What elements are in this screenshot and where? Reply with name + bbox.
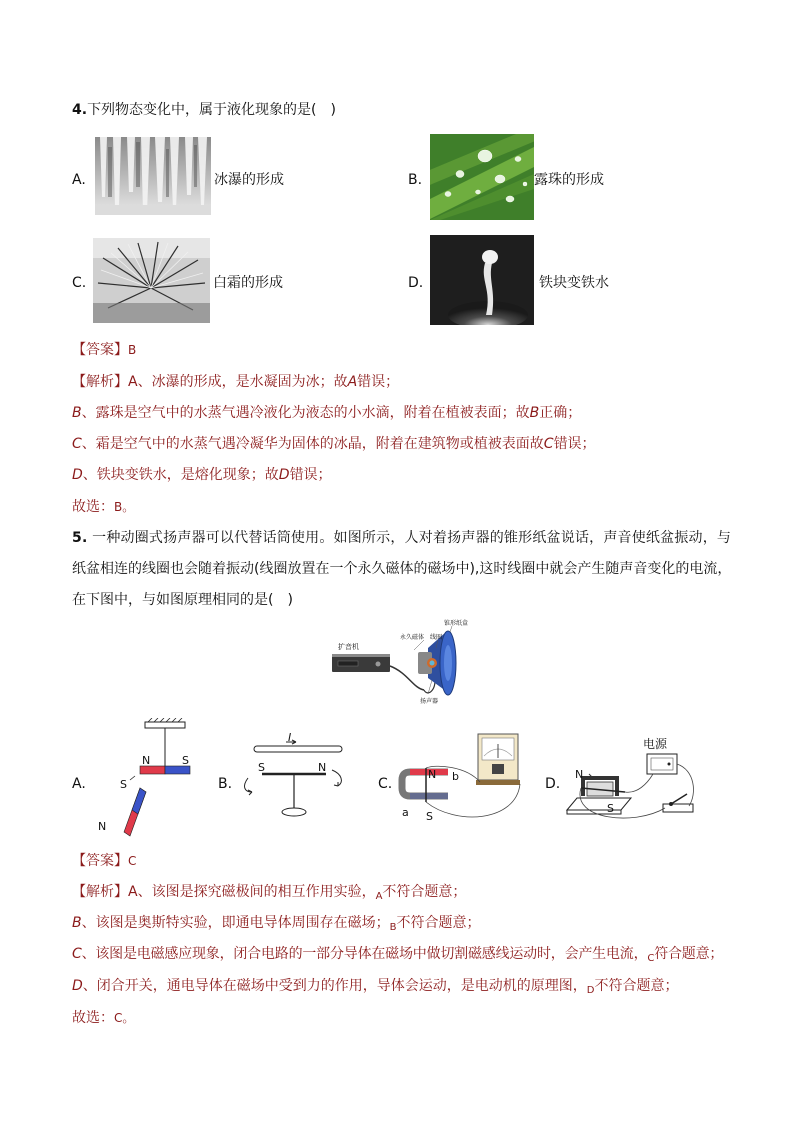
svg-text:S: S [120,778,127,791]
q5-option-c-figure [396,726,536,826]
svg-text:N: N [318,761,327,774]
q5-analysis-a: 【解析】A、该图是探究磁极间的相互作用实验，$_A$不符合题意； [72,884,467,902]
label-amplifier: 扩音机 [338,643,359,651]
q5-stem-line-2: 纸盆相连的线圈也会随着振动(线圈放置在一个永久磁体的磁场中),这时线圈中就会产生随声音变化的电流， [72,561,732,577]
label-speaker: 扬声器 [420,698,439,705]
q5-option-a-letter: A. [72,776,86,792]
svg-text:S: S [426,810,433,823]
q5-option-d-letter: D. [545,776,561,792]
q4-option-d-image [430,235,534,325]
q4-option-a-letter: A. [72,172,86,188]
label-magnet: 永久磁体 [400,634,425,641]
q5-analysis-c: C、该图是电磁感应现象，闭合电路的一部分导体在磁场中做切割磁感线运动时，会产生电流，$_C$符合题意； [72,946,724,964]
q5-select: 故选：C。 [72,1010,135,1026]
label-cone: 锥形纸盒 [444,620,469,627]
speaker-figure [328,618,478,710]
q4-option-d-text: 铁块变铁水 [539,275,609,291]
q4-analysis-b: B、露珠是空气中的水蒸气遇冷液化为液态的小水滴，附着在植被表面；故B正确； [72,405,582,421]
q4-analysis-a: 【解析】A、冰瀑的形成，是水凝固为冰；故A错误； [72,374,400,390]
q5-answer: 【答案】C [72,853,137,869]
q5-option-d-figure [565,734,705,826]
svg-text:a: a [402,806,409,819]
svg-text:N: N [428,768,437,781]
q4-option-b-text: 露珠的形成 [534,172,604,188]
svg-text:b: b [452,770,459,783]
q4-stem: 4.下列物态变化中，属于液化现象的是( ) [72,102,336,118]
q4-option-c-image [93,238,210,323]
svg-text:S: S [607,802,614,815]
q5-analysis-d: D、闭合开关，通电导体在磁场中受到力的作用，导体会运动，是电动机的原理图，$_D$不符合题意； [72,978,679,996]
q5-option-c-letter: C. [378,776,393,792]
q5-option-b-letter: B. [218,776,233,792]
q5-stem-line-1: 5. 一种动圈式扬声器可以代替话筒使用。如图所示，人对着扬声器的锥形纸盆说话，声音使纸盆振动，与 [72,530,732,546]
svg-text:N: N [142,754,151,767]
q5-stem-line-3: 在下图中，与如图原理相同的是( ) [72,592,293,608]
svg-text:I: I [288,732,292,744]
svg-text:N: N [575,768,584,781]
q4-option-d-letter: D. [408,275,424,291]
svg-text:N: N [98,820,107,833]
q4-answer: 【答案】B [72,342,137,358]
q4-select: 故选：B。 [72,499,135,515]
q4-analysis-d: D、铁块变铁水，是熔化现象；故D错误； [72,467,332,483]
label-coil: 线圈 [430,634,443,641]
q4-analysis-c: C、霜是空气中的水蒸气遇冷凝华为固体的冰晶，附着在建筑物或植被表面故C错误； [72,436,596,452]
svg-text:S: S [258,761,265,774]
q4-option-b-image [430,134,534,220]
q5-option-a-figure [90,718,200,843]
q4-option-c-text: 白霜的形成 [213,275,283,291]
q4-option-b-letter: B. [408,172,423,188]
q4-option-c-letter: C. [72,275,87,291]
svg-text:电源: 电源 [643,737,668,751]
svg-text:S: S [182,754,189,767]
q5-option-b-figure [234,732,349,827]
q4-option-a-image [95,137,211,215]
q5-analysis-b: B、该图是奥斯特实验，即通电导体周围存在磁场；$_B$不符合题意； [72,915,481,933]
q4-option-a-text: 冰瀑的形成 [214,172,284,188]
